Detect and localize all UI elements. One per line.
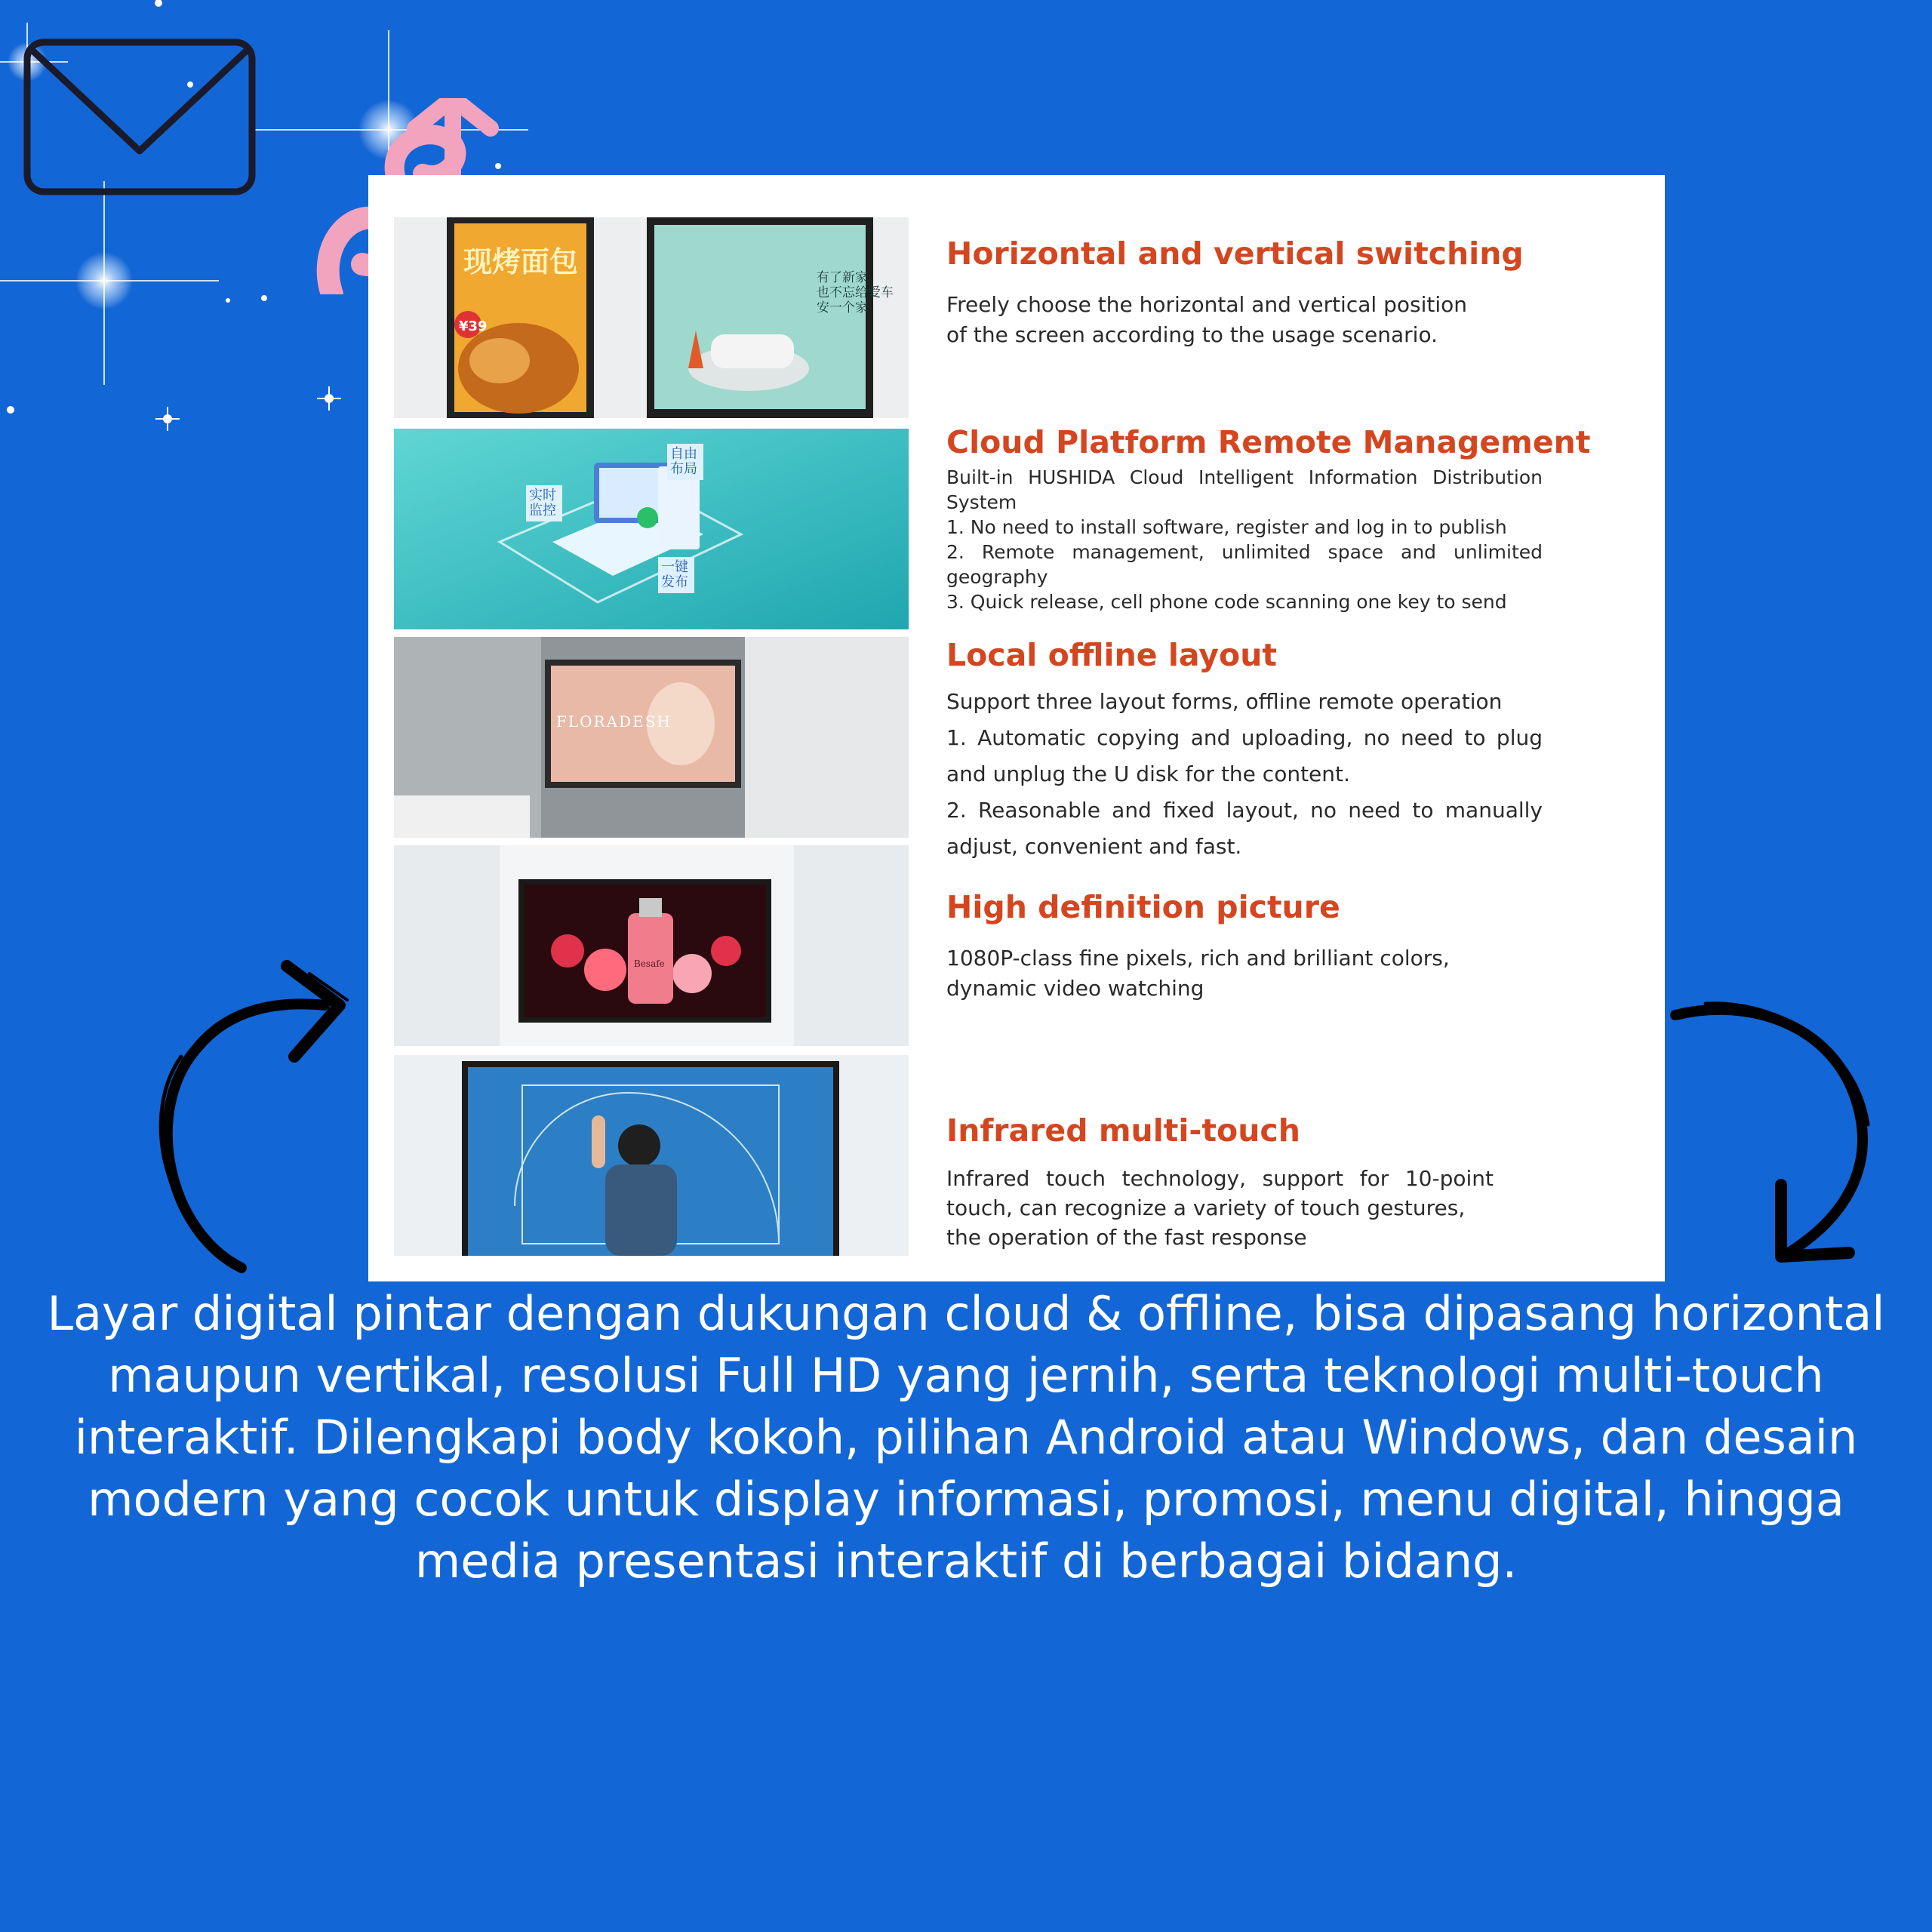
- feature-line: 1080P-class fine pixels, rich and brilliant colors,: [946, 946, 1450, 971]
- envelope-icon: [23, 38, 257, 196]
- cloud-tag-realtime: 实时监控: [526, 485, 562, 521]
- feature-title: Local offline layout: [946, 637, 1277, 673]
- feature-image-cloud-platform: [394, 429, 909, 629]
- feature-title: High definition picture: [946, 889, 1340, 925]
- display-brand-text: FLORADESH: [556, 712, 672, 731]
- poster-right-text: [817, 270, 894, 315]
- cloud-tag-publish: 一键发布: [658, 557, 694, 593]
- feature-title: Infrared multi-touch: [946, 1112, 1300, 1149]
- cloud-tag-free: 自由布局: [667, 444, 703, 480]
- feature-image-multi-touch: [394, 1055, 909, 1256]
- feature-image-high-definition: [394, 845, 909, 1046]
- feature-offline-layout: [946, 637, 1543, 865]
- feature-line: 1. Automatic copying and uploading, no need to plug and unplug the U disk for the content.: [946, 725, 1543, 786]
- feature-title: Horizontal and vertical switching: [946, 235, 1524, 272]
- feature-multi-touch: [946, 1112, 1543, 1252]
- curved-arrow-icon: [1660, 996, 1887, 1268]
- feature-line: 3. Quick release, cell phone code scanning one key to send: [946, 591, 1507, 613]
- feature-description: [946, 1164, 1494, 1252]
- feature-description: [946, 290, 1520, 350]
- feature-line: Infrared touch technology, support for 10-point touch, can recognize a variety of touch gestures,: [946, 1166, 1494, 1220]
- poster-headline: 现烤面包: [463, 245, 579, 278]
- feature-description: [946, 465, 1543, 614]
- feature-high-definition: [946, 889, 1543, 1004]
- feature-line: the operation of the fast response: [946, 1225, 1307, 1250]
- feature-image-horizontal-vertical: [394, 217, 909, 418]
- poster-price: ¥39: [459, 318, 488, 334]
- poster-right-line: 也不忘给爱车: [817, 285, 894, 300]
- bottle-label: Besafe: [634, 958, 665, 969]
- feature-line: Built-in HUSHIDA Cloud Intelligent Information Distribution System: [946, 466, 1543, 513]
- feature-image-offline-layout: [394, 637, 909, 838]
- poster-right-line: 安一个家: [817, 300, 868, 315]
- product-feature-card: [368, 175, 1665, 1281]
- feature-line: dynamic video watching: [946, 976, 1204, 1001]
- feature-cloud-platform: [946, 424, 1591, 614]
- feature-line: 2. Remote management, unlimited space and unlimited geography: [946, 541, 1543, 588]
- feature-line: of the screen according to the usage scenario.: [946, 322, 1438, 347]
- feature-line: Freely choose the horizontal and vertical position: [946, 292, 1467, 317]
- feature-title: Cloud Platform Remote Management: [946, 424, 1591, 460]
- poster-right-line: 有了新家: [817, 270, 868, 285]
- feature-line: 2. Reasonable and fixed layout, no need to manually adjust, convenient and fast.: [946, 798, 1543, 859]
- curved-arrow-icon: [136, 958, 362, 1275]
- feature-line: 1. No need to install software, register and log in to publish: [946, 516, 1507, 538]
- feature-horizontal-vertical: [946, 235, 1543, 350]
- feature-line: Support three layout forms, offline remote operation: [946, 689, 1503, 714]
- feature-description: [946, 943, 1520, 1004]
- product-caption: Layar digital pintar dengan dukungan cloud & offline, bisa dipasang horizontal maupun vertikal, resolusi Full HD yang jernih, serta teknologi multi-touch interaktif. Dilengkapi body kokoh, pilihan Android atau Windows, dan desain modern yang cocok untuk display informasi, promosi, menu digital, hingga media presentasi interaktif di berbagai bidang.: [47, 1286, 1885, 1589]
- feature-description: [946, 684, 1543, 865]
